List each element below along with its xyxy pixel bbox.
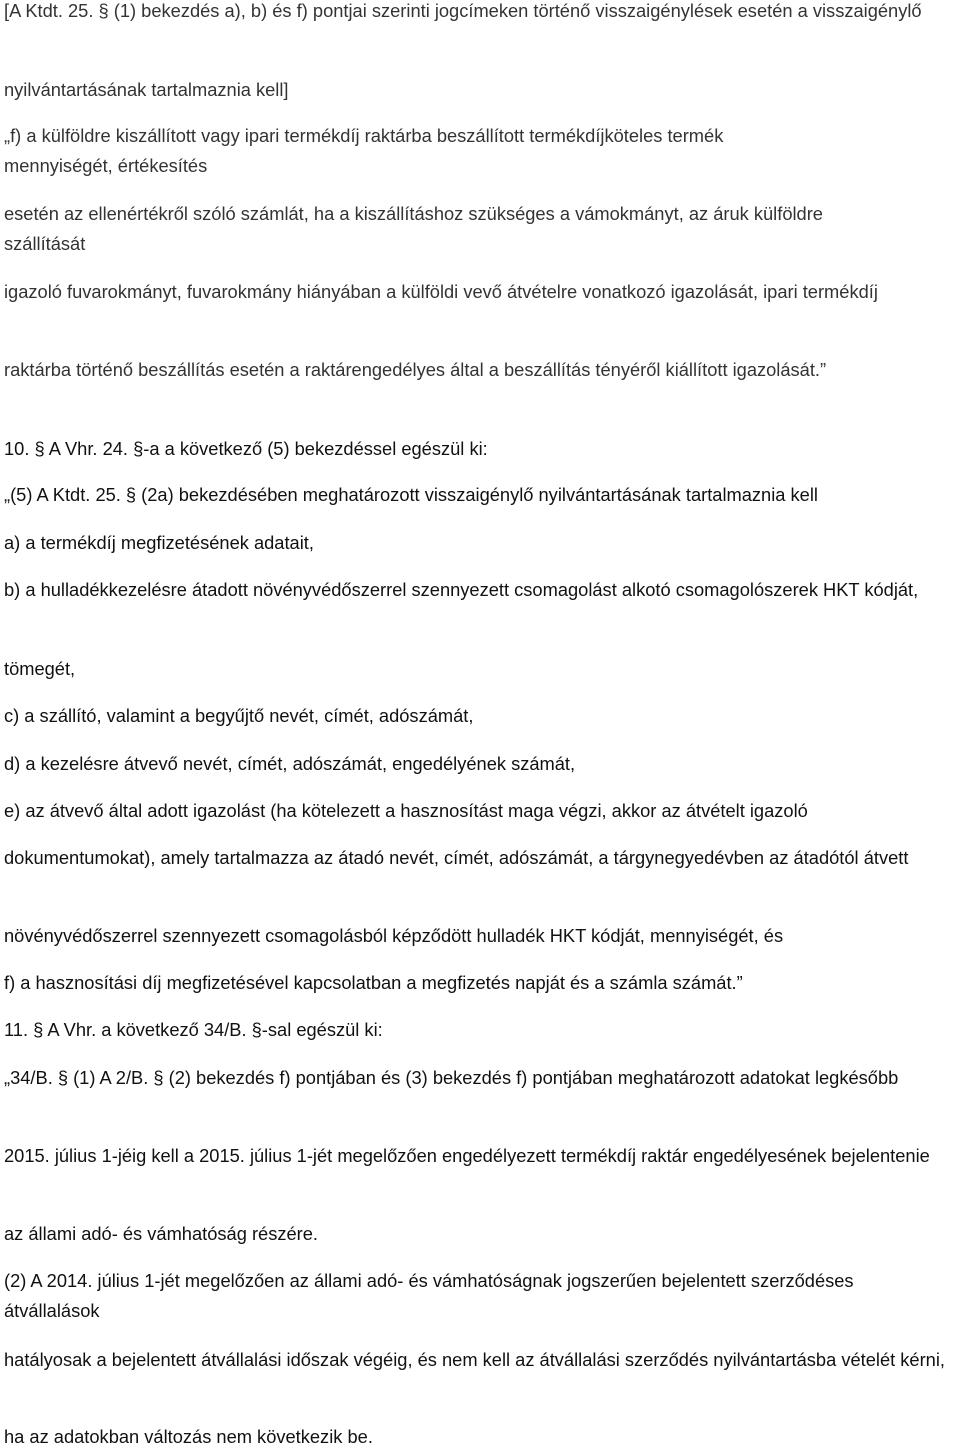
paragraph: hatályosak a bejelentett átvállalási időszak végéig, és nem kell az átvállalási szerződés nyilvántartásba vételét kérni, — [4, 1349, 945, 1370]
paragraph: igazoló fuvarokmányt, fuvarokmány hiányában a külföldi vevő átvételre vonatkozó igazolását, ipari termékdíj — [4, 281, 878, 302]
paragraph: esetén az ellenértékről szóló számlát, ha a kiszállításhoz szükséges a vámokmányt, az áruk külföldre szállítását — [4, 203, 823, 254]
paragraph: a) a termékdíj megfizetésének adatait, — [4, 532, 314, 553]
paragraph: „(5) A Ktdt. 25. § (2a) bekezdésében meghatározott visszaigénylő nyilvántartásának tartalmaznia kell — [4, 484, 818, 505]
paragraph: f) a hasznosítási díj megfizetésével kapcsolatban a megfizetés napját és a számla számát.” — [4, 972, 743, 993]
paragraph: „34/B. § (1) A 2/B. § (2) bekezdés f) pontjában és (3) bekezdés f) pontjában meghatározott adatokat legkésőbb — [4, 1067, 899, 1088]
paragraph: raktárba történő beszállítás esetén a raktárengedélyes által a beszállítás tényéről kiállított igazolását.” — [4, 359, 827, 380]
paragraph: növényvédőszerrel szennyezett csomagolásból képződött hulladék HKT kódját, mennyiségét, és — [4, 925, 784, 946]
paragraph: (2) A 2014. július 1-jét megelőzően az állami adó- és vámhatóságnak jogszerűen bejelentett szerződéses átvállalások — [4, 1270, 854, 1321]
paragraph: ha az adatokban változás nem következik be. — [4, 1426, 373, 1447]
paragraph: c) a szállító, valamint a begyűjtő nevét, címét, adószámát, — [4, 705, 474, 726]
paragraph: nyilvántartásának tartalmaznia kell] — [4, 79, 289, 100]
paragraph: d) a kezelésre átvevő nevét, címét, adószámát, engedélyének számát, — [4, 753, 576, 774]
paragraph: [A Ktdt. 25. § (1) bekezdés a), b) és f) pontjai szerinti jogcímeken történő visszaigénylések esetén a visszaigénylő — [4, 0, 922, 21]
paragraph: tömegét, — [4, 658, 76, 679]
paragraph: b) a hulladékkezelésre átadott növényvédőszerrel szennyezett csomagolást alkotó csomagolószerek HKT kódját, — [4, 579, 919, 600]
paragraph: 10. § A Vhr. 24. §-a a következő (5) bekezdéssel egészül ki: — [4, 438, 488, 459]
paragraph: „f) a külföldre kiszállított vagy ipari termékdíj raktárba beszállított termékdíjköteles termék mennyiségét, értékesítés — [4, 125, 724, 176]
paragraph: e) az átvevő által adott igazolást (ha kötelezett a hasznosítást maga végzi, akkor az átvételt igazoló — [4, 800, 808, 821]
paragraph: 2015. július 1-jéig kell a 2015. július 1-jét megelőzően engedélyezett termékdíj raktár engedélyesének bejelentenie — [4, 1145, 930, 1166]
paragraph: 11. § A Vhr. a következő 34/B. §-sal egészül ki: — [4, 1019, 383, 1040]
paragraph: az állami adó- és vámhatóság részére. — [4, 1223, 318, 1244]
paragraph: dokumentumokat), amely tartalmazza az átadó nevét, címét, adószámát, a tárgynegyedévben az átadótól átvett — [4, 847, 909, 868]
